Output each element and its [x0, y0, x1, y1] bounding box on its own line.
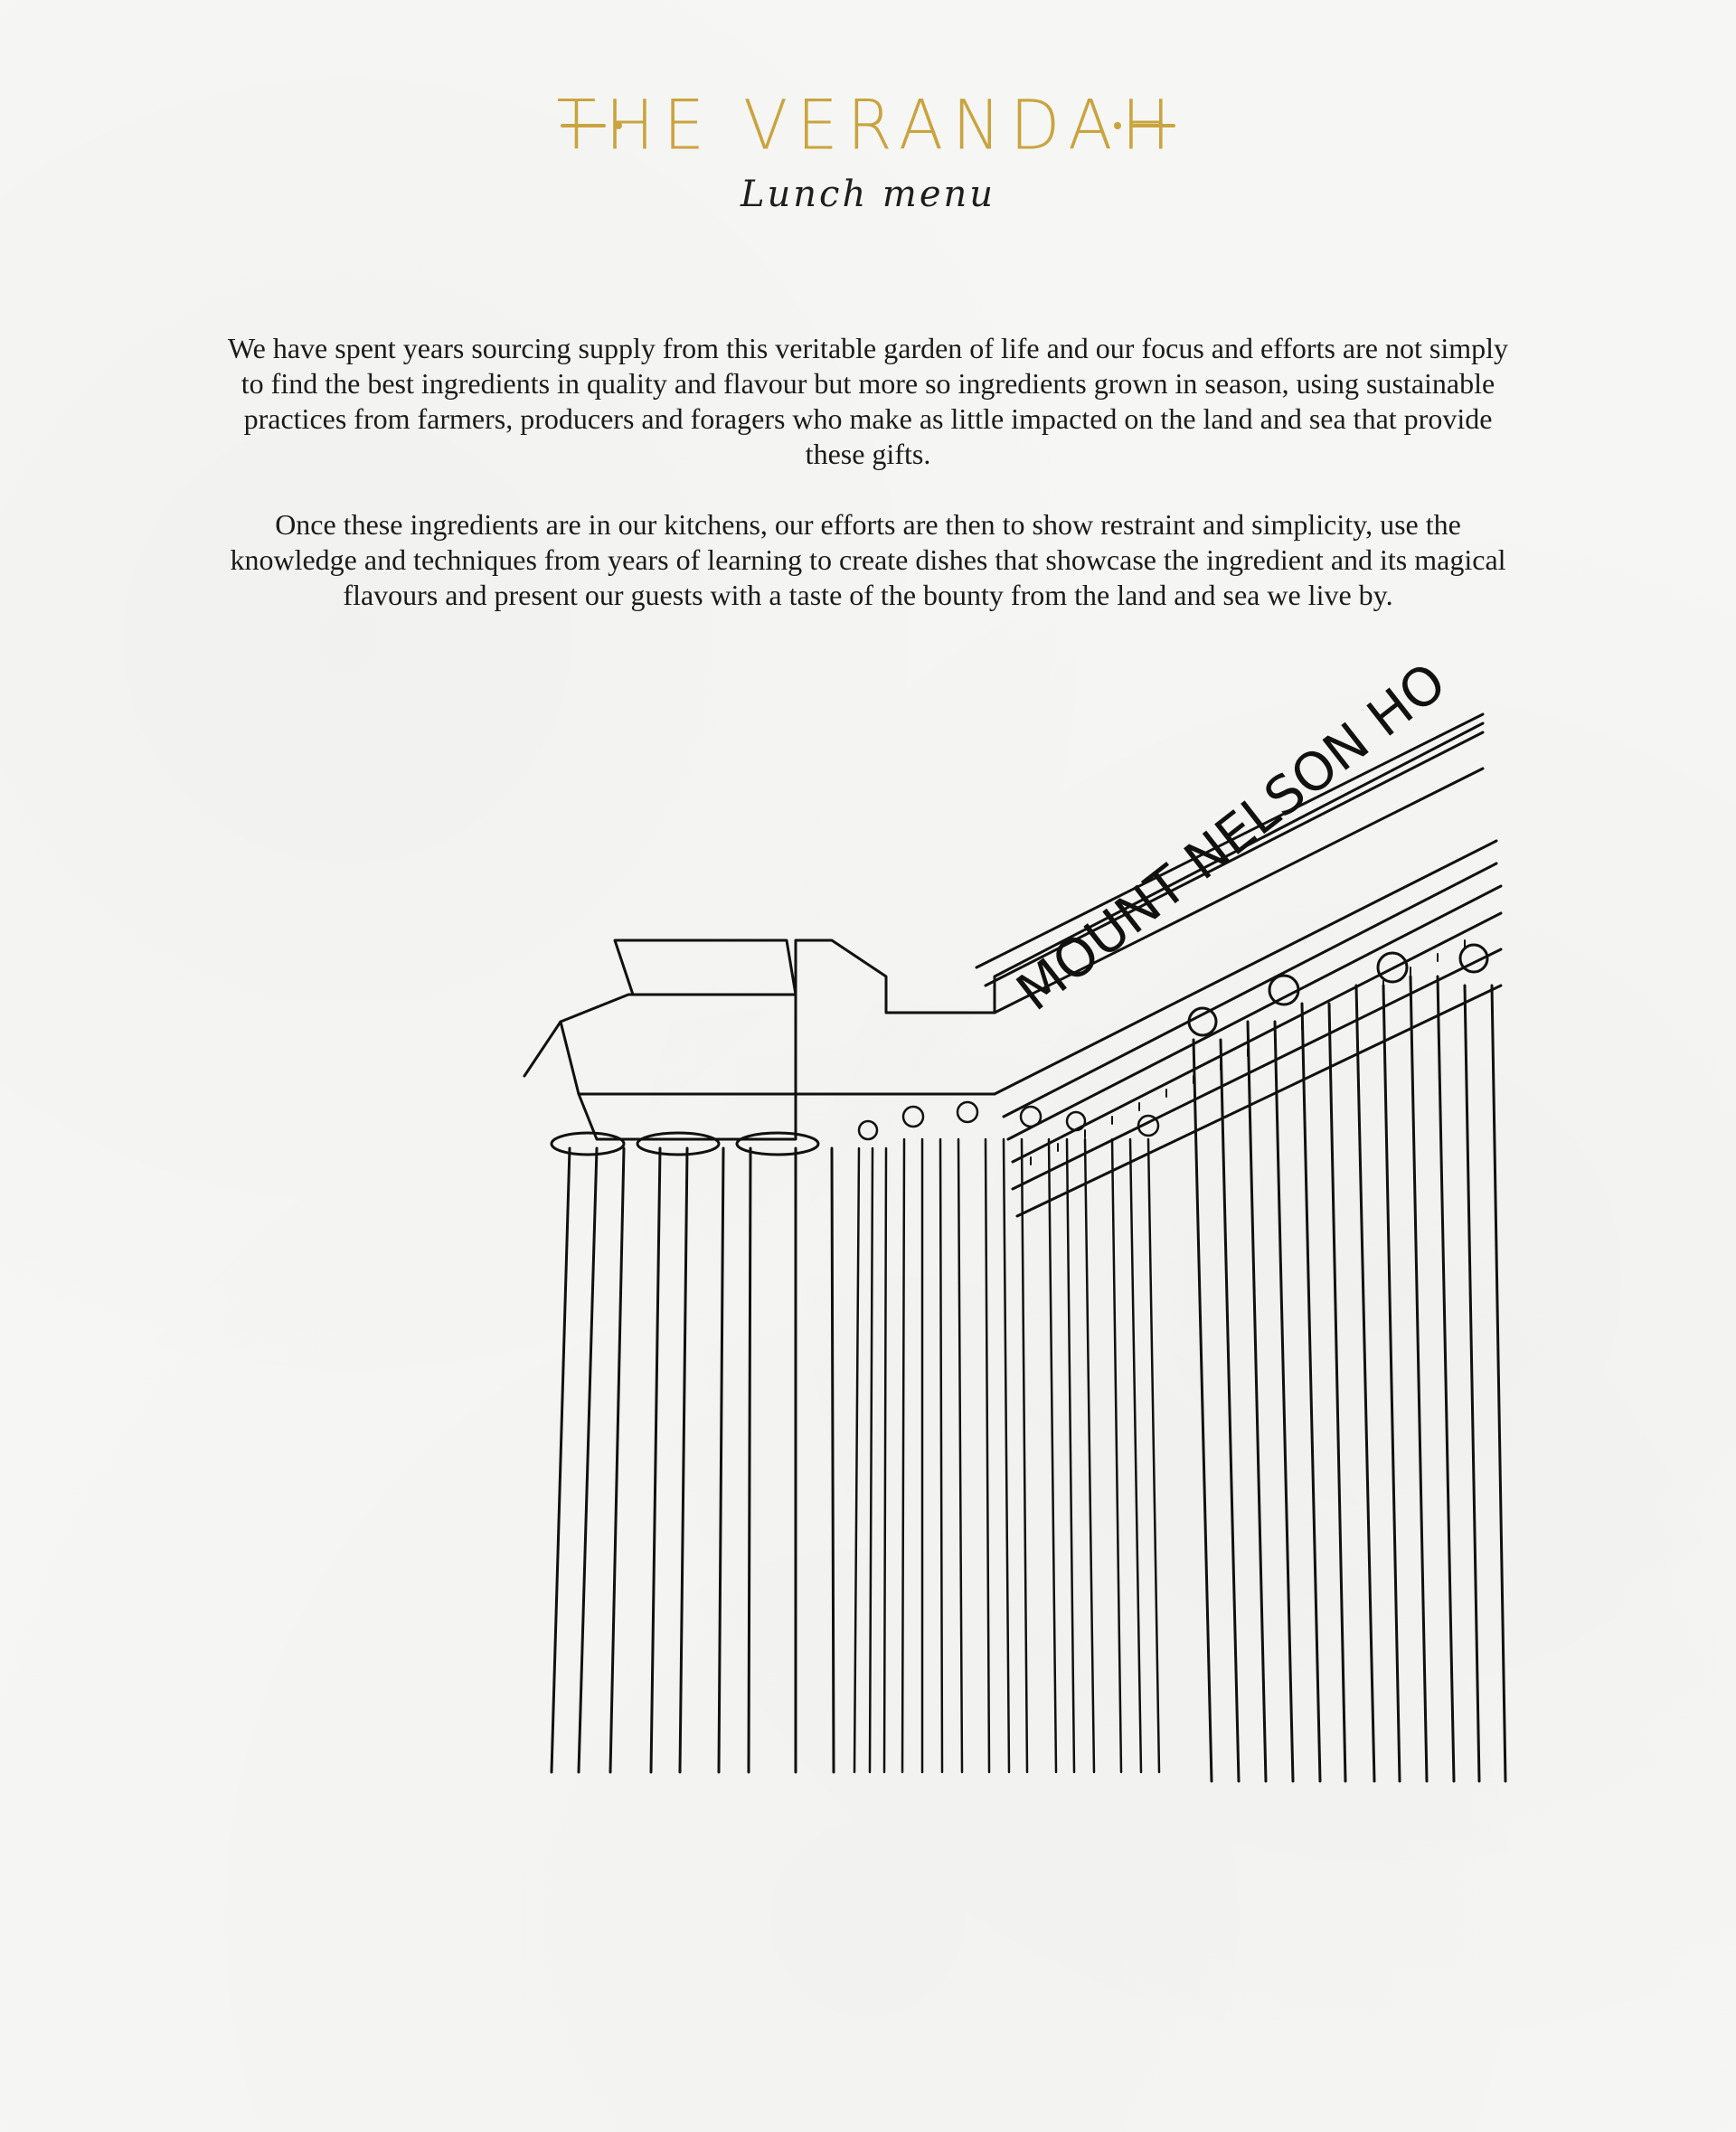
intro-paragraph: Once these ingredients are in our kitchens, our efforts are then to show restraint and simplicity, use the knowledge and techniques from years of learning to create dishes that showcase the ingredient and its magical flavours and present our guests with a taste of the bounty from the land and sea we live by. [230, 508, 1506, 611]
hotel-portico-illustration [524, 650, 1519, 1790]
intro-paragraph: We have spent years sourcing supply from this veritable garden of life and our focus and efforts are not simply to find the best ingredients in quality and flavour but more so ingredients grown in season, using sustainable practices from farmers, producers and foragers who make as little impacted on the land and sea that provide these gifts. [228, 332, 1508, 470]
intro-text [217, 331, 1519, 648]
menu-title: THE VERANDAH [556, 84, 1180, 165]
menu-subtitle: Lunch menu [740, 174, 996, 215]
hotel-signage-text: MOUNT NELSON HO [1005, 650, 1458, 1024]
